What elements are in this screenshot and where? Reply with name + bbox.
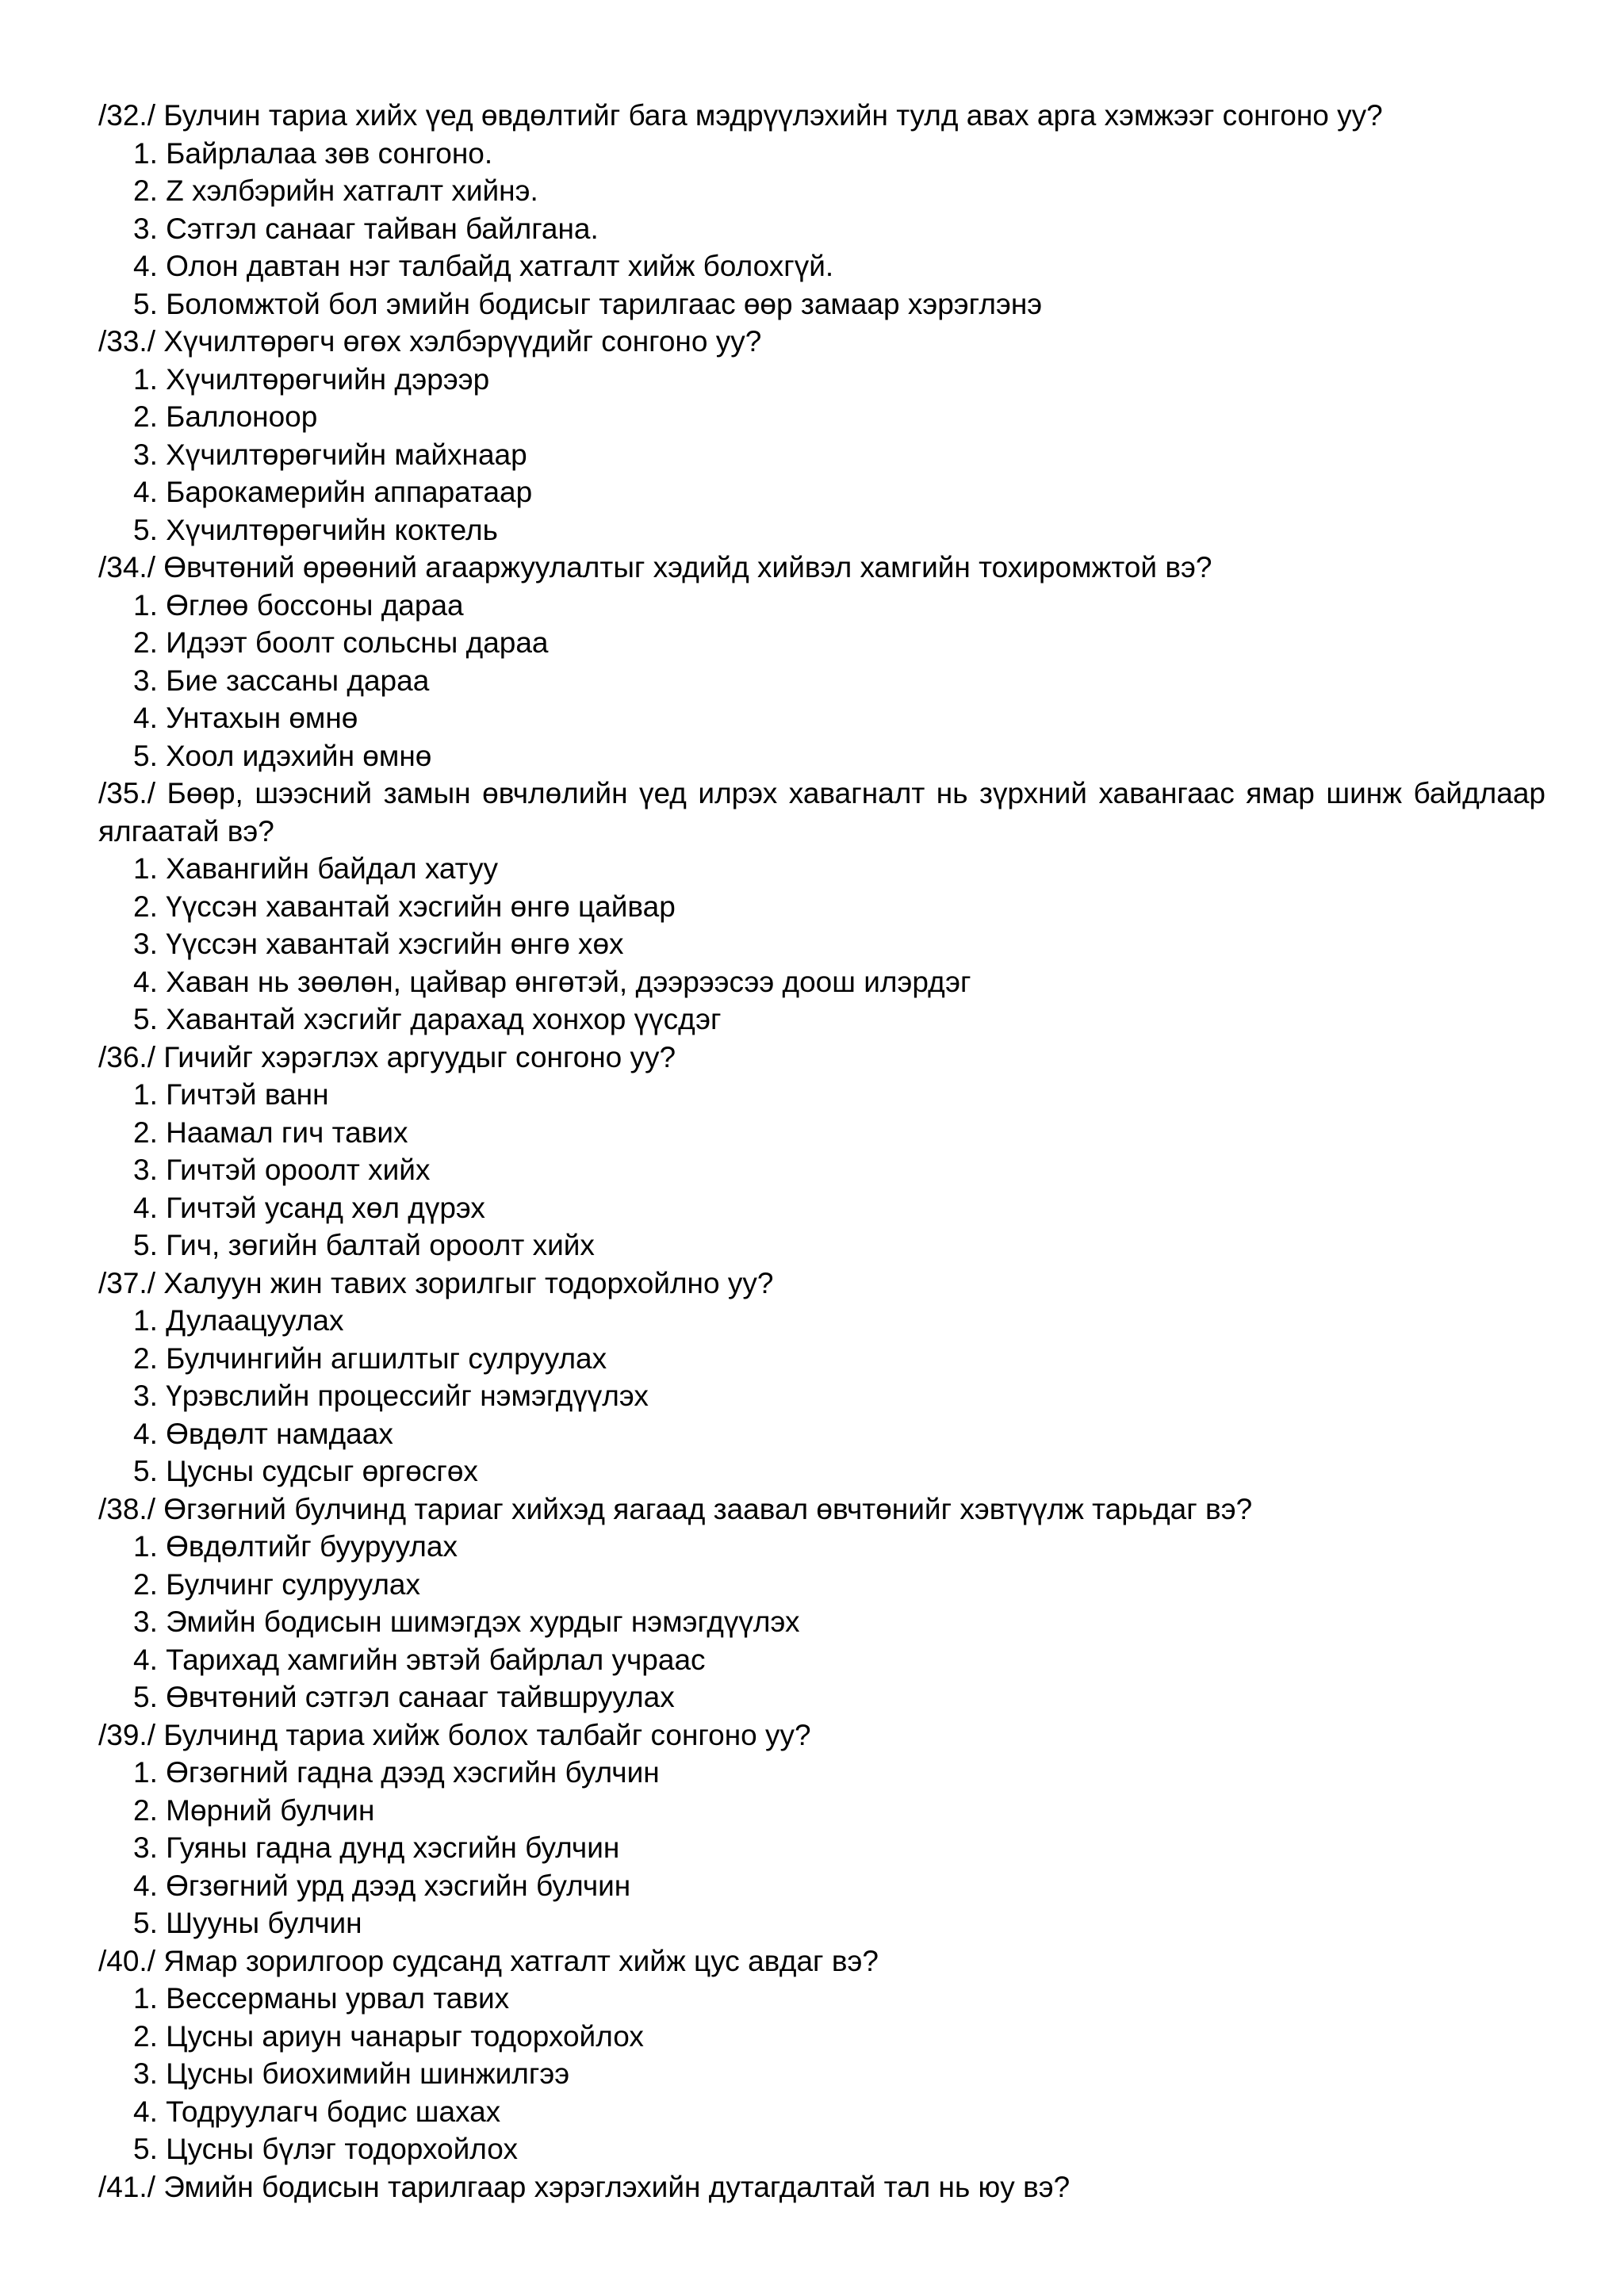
answer-option: 5. Цусны бүлэг тодорхойлох	[133, 2133, 518, 2165]
question-text: Халуун жин тавих зорилгыг тодорхойлно уу?	[163, 1266, 774, 1299]
question-number: /41./	[98, 2170, 155, 2203]
answer-option: 4. Тарихад хамгийн эвтэй байрлал учраас	[133, 1643, 706, 1676]
answer-option: 1. Хүчилтөрөгчийн дэрээр	[133, 362, 490, 396]
answer-option: 2. Наамал гич тавих	[133, 1115, 408, 1149]
answer-option: 4. Унтахын өмнө	[133, 702, 358, 734]
answer-option: 1. Өгзөгний гадна дээд хэсгийн булчин	[133, 1756, 660, 1789]
answer-option: 5. Шууны булчин	[133, 1907, 362, 1939]
answer-option: 1. Хавангийн байдал хатуу	[133, 852, 499, 885]
answer-option: 3. Гичтэй ороолт хийх	[133, 1154, 431, 1186]
answer-option: 5. Гич, зөгийн балтай ороолт хийх	[133, 1229, 595, 1261]
answer-option: 2. Мөрний булчин	[133, 1793, 375, 1827]
question-number: /32./	[98, 99, 155, 132]
question-number: /36./	[98, 1040, 155, 1073]
answer-option: 1. Гичтэй ванн	[133, 1078, 329, 1111]
answer-option: 3. Бие зассаны дараа	[133, 664, 430, 697]
answer-option: 5. Хоол идэхийн өмнө	[133, 739, 432, 772]
answer-option: 4. Барокамерийн аппаратаар	[133, 476, 533, 508]
question-text: Булчинд тариа хийж болох талбайг сонгоно уу?	[163, 1718, 811, 1751]
answer-option: 2. Z хэлбэрийн хатгалт хийнэ.	[133, 174, 538, 207]
question-6	[98, 1265, 1545, 1303]
answer-option: 4. Хаван нь зөөлөн, цайвар өнгөтэй, дээрээсээ доош илэрдэг	[133, 965, 971, 998]
question-text: Бөөр, шээсний замын өвчлөлийн үед илрэх хавагналт нь зүрхний хавангаас ямар шинж байдлаар ялгаатай вэ?	[98, 777, 1545, 848]
answer-option: 3. Гуяны гадна дунд хэсгийн булчин	[133, 1831, 620, 1864]
answer-option: 4. Тодруулагч бодис шахах	[133, 2095, 501, 2128]
question-number: /39./	[98, 1718, 155, 1751]
answer-option: 2. Булчингийн агшилтыг сулруулах	[133, 1341, 607, 1375]
answer-option: 1. Байрлалаа зөв сонгоно.	[133, 136, 493, 170]
question-text: Гичийг хэрэглэх аргуудыг сонгоно уу?	[163, 1040, 676, 1073]
answer-option: 3. Эмийн бодисын шимэгдэх хурдыг нэмэгдүүлэх	[133, 1605, 800, 1638]
question-text: Өвчтөний өрөөний агааржуулалтыг хэдийд хийвэл хамгийн тохиромжтой вэ?	[163, 551, 1212, 584]
answer-option: 3. Үүссэн хавантай хэсгийн өнгө хөх	[133, 928, 624, 960]
answer-option: 1. Өглөө боссоны дараа	[133, 588, 464, 622]
answer-option: 5. Боломжтой бол эмийн бодисыг тарилгаас өөр замаар хэрэглэнэ	[133, 287, 1043, 320]
answer-option: 2. Үүссэн хавантай хэсгийн өнгө цайвар	[133, 890, 676, 923]
question-number: /35./	[98, 777, 155, 809]
answer-option: 1. Өвдөлтийг бууруулах	[133, 1530, 458, 1563]
question-number: /40./	[98, 1944, 155, 1977]
question-1	[98, 97, 1545, 135]
answer-option: 5. Өвчтөний сэтгэл санааг тайвшруулах	[133, 1681, 675, 1713]
answer-option: 2. Цусны ариун чанарыг тодорхойлох	[133, 2019, 644, 2053]
question-10	[98, 2168, 1545, 2206]
answer-option: 4. Өвдөлт намдаах	[133, 1417, 393, 1450]
question-text: Эмийн бодисын тарилгаар хэрэглэхийн дутагдалтай тал нь юу вэ?	[163, 2170, 1071, 2203]
question-number: /34./	[98, 551, 155, 584]
question-3	[98, 549, 1545, 587]
question-4	[98, 775, 1545, 850]
question-number: /38./	[98, 1492, 155, 1525]
answer-option: 2. Идээт боолт сольсны дараа	[133, 626, 549, 659]
question-9	[98, 1942, 1545, 1980]
question-2	[98, 323, 1545, 361]
answer-option: 3. Сэтгэл санааг тайван байлгана.	[133, 212, 599, 245]
question-7	[98, 1490, 1545, 1529]
question-list	[98, 97, 1545, 2206]
answer-option: 5. Цусны судсыг өргөсгөх	[133, 1455, 478, 1487]
question-8	[98, 1716, 1545, 1755]
question-5	[98, 1039, 1545, 1077]
answer-option: 4. Өгзөгний урд дээд хэсгийн булчин	[133, 1869, 631, 1902]
answer-option: 5. Хавантай хэсгийг дарахад хонхор үүсдэг	[133, 1003, 722, 1035]
question-text: Булчин тариа хийх үед өвдөлтийг бага мэдрүүлэхийн тулд авах арга хэмжээг сонгоно уу?	[163, 99, 1383, 132]
answer-option: 3. Үрэвслийн процессийг нэмэгдүүлэх	[133, 1380, 649, 1412]
answer-option: 3. Хүчилтөрөгчийн майхнаар	[133, 438, 527, 471]
answer-option: 1. Дулаацуулах	[133, 1304, 344, 1337]
question-number: /33./	[98, 325, 155, 358]
answer-option: 1. Вессерманы урвал тавих	[133, 1982, 510, 2015]
answer-option: 5. Хүчилтөрөгчийн коктель	[133, 513, 498, 546]
answer-option: 2. Баллоноор	[133, 400, 318, 433]
answer-option: 2. Булчинг сулруулах	[133, 1567, 421, 1601]
question-number: /37./	[98, 1266, 155, 1299]
question-text: Ямар зорилгоор судсанд хатгалт хийж цус авдаг вэ?	[163, 1944, 879, 1977]
answer-option: 4. Гичтэй усанд хөл дүрэх	[133, 1191, 485, 1224]
question-text: Хүчилтөрөгч өгөх хэлбэрүүдийг сонгоно уу?	[163, 325, 762, 358]
answer-option: 4. Олон давтан нэг талбайд хатгалт хийж болохгүй.	[133, 250, 834, 282]
answer-option: 3. Цусны биохимийн шинжилгээ	[133, 2057, 570, 2090]
question-text: Өгзөгний булчинд тариаг хийхэд яагаад заавал өвчтөнийг хэвтүүлж тарьдаг вэ?	[163, 1492, 1253, 1525]
